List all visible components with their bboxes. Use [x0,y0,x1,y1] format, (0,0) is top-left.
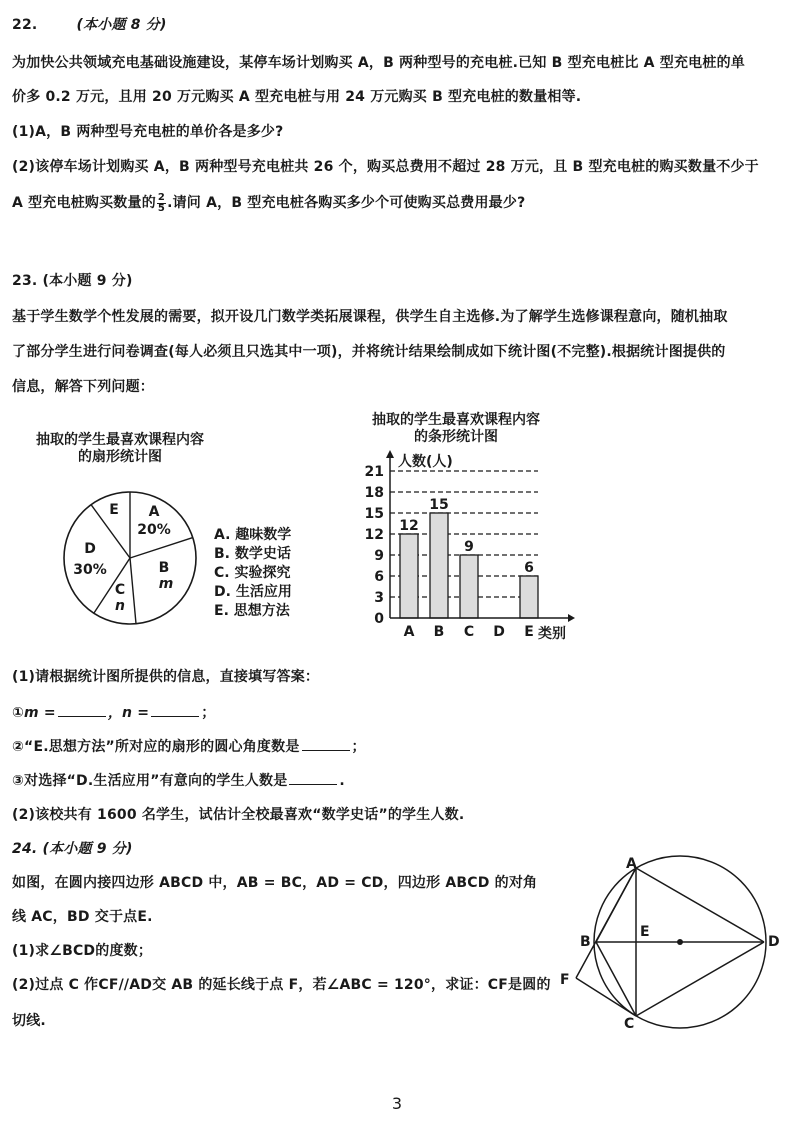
y-tick-label-9: 9 [374,548,384,564]
pie-label-c: C [114,582,126,598]
q22-part1: (1)A，B 两种型号充电桩的单价各是多少? [12,124,284,140]
x-tick-label-B: B [433,624,445,640]
segment-cd [636,942,764,1016]
q22-part2-text-b: .请问 A，B 型充电桩各购买多少个可使购买总费用最少? [167,195,526,211]
bar-A [400,534,418,618]
q23-heading: 23. (本小题 9 分) [12,273,133,289]
point-label-f: F [560,972,570,988]
point-label-b: B [580,934,591,950]
bar-E [520,576,538,618]
bar-C [460,555,478,618]
q24-part2-line1: (2)过点 C 作CF//AD交 AB 的延长线于点 F，若∠ABC = 120°，求证：CF是圆的 [12,977,551,993]
x-axis-label: 类别 [538,626,566,642]
q23-b-end: ； [351,739,366,755]
q23-c-end: . [339,773,345,789]
legend-item-b: B. 数学史话 [214,546,291,562]
answer-blank-n[interactable] [151,716,199,717]
pie-legend [214,526,292,621]
q23-b-text: ②“E.思想方法”所对应的扇形的圆心角度数是 [12,739,300,755]
q23-part1-b [12,736,366,756]
answer-blank-count[interactable] [289,784,337,785]
answer-blank-angle[interactable] [302,750,350,751]
y-tick-label-0: 0 [374,611,384,627]
pie-value-c: n [115,598,125,614]
point-label-e: E [640,924,650,940]
pie-value-a: 20% [137,522,171,538]
q23-part1-c [12,770,345,790]
bar-B [430,513,448,618]
y-axis-arrow [386,450,394,458]
point-label-c: C [624,1016,635,1032]
q24-stem-line2: 线 AC，BD 交于点E. [12,909,153,925]
bar-value-label-E: 6 [524,560,534,576]
pie-label-e: E [109,502,119,518]
bar-chart-title [340,412,572,446]
q22-part2-text-a: A 型充电桩购买数量的 [12,195,156,211]
q23-part1-a [12,702,215,722]
pie-label-d: D [84,541,96,557]
pie-title-line2: 的扇形统计图 [78,449,162,465]
y-axis-label: 人数(人) [398,454,453,470]
geometry-figure [552,850,792,1040]
q23-stem-line1: 基于学生数学个性发展的需要，拟开设几门数学类拓展课程，供学生自主选修.为了解学生选修课程意向，随机抽取 [12,309,728,325]
pie-label-b: B [158,560,170,576]
q23-c-text: ③对选择“D.生活应用”有意向的学生人数是 [12,773,288,789]
q24-stem-line1: 如图，在圆内接四边形 ABCD 中，AB = BC，AD = CD，四边形 ABCD 的对角 [12,875,538,891]
point-label-d: D [768,934,780,950]
q22-number: 22. [12,17,38,33]
x-tick-label-D: D [493,624,505,640]
point-label-a: A [626,856,637,872]
fraction-denominator: 5 [157,202,166,214]
bar-title-line2: 的条形统计图 [414,429,498,445]
segment-da [636,868,764,942]
bar-chart [350,448,590,643]
pie-value-b: m [158,576,174,592]
pie-value-d: 30% [73,562,107,578]
q24-part1: (1)求∠BCD的度数； [12,943,153,959]
pie-title-line1: 抽取的学生最喜欢课程内容 [36,432,204,448]
answer-blank-m[interactable] [58,716,106,717]
page-number: 3 [391,1094,403,1113]
legend-item-e: E. 思想方法 [214,603,290,619]
q24-heading: 24. (本小题 9 分) [12,841,133,857]
q22-heading [12,14,167,34]
q24-part2-line2: 切线. [12,1013,46,1029]
q23-a-n: ，n = [107,705,150,721]
legend-item-a: A. 趣味数学 [214,527,292,543]
q23-part1-intro: (1)请根据统计图所提供的信息，直接填写答案： [12,669,320,685]
y-tick-label-6: 6 [374,569,384,585]
q23-a-end: ； [201,705,216,721]
q23-stem-line2: 了部分学生进行问卷调查(每人必须且只选其中一项)，并将统计结果绘制成如下统计图(不完整).根据统计图提供的 [12,344,726,360]
fraction-numerator: 2 [157,191,166,203]
q22-points: (本小题 8 分) [76,17,167,33]
pie-chart [60,488,200,628]
pie-label-a: A [148,504,160,520]
legend-item-c: C. 实验探究 [214,565,291,581]
legend-item-d: D. 生活应用 [214,584,292,600]
segment-cf [576,978,636,1016]
fraction-two-fifths [157,193,166,214]
q22-stem-line1: 为加快公共领域充电基础设施建设，某停车场计划购买 A，B 两种型号的充电桩.已知 B 型充电桩比 A 型充电桩的单 [12,55,745,71]
q23-a-m: ①m = [12,705,56,721]
x-tick-label-C: C [463,624,475,640]
x-axis-arrow [568,614,575,622]
x-tick-label-A: A [403,624,415,640]
bar-value-label-B: 15 [429,497,449,513]
q22-part2-line1: (2)该停车场计划购买 A，B 两种型号充电桩共 26 个，购买总费用不超过 28 万元，且 B 型充电桩的购买数量不少于 [12,159,759,175]
y-tick-label-18: 18 [364,485,384,501]
q22-part2-line2 [12,192,525,214]
pie-chart-title [10,432,230,466]
circle-center-dot [677,939,683,945]
y-tick-label-12: 12 [364,527,384,543]
bar-value-label-C: 9 [464,539,474,555]
bar-value-label-A: 12 [399,518,419,534]
x-tick-label-E: E [524,624,534,640]
bar-title-line1: 抽取的学生最喜欢课程内容 [372,412,540,428]
y-tick-label-15: 15 [364,506,384,522]
y-tick-label-21: 21 [364,464,384,480]
y-tick-label-3: 3 [374,590,384,606]
q22-stem-line2: 价多 0.2 万元，且用 20 万元购买 A 型充电桩与用 24 万元购买 B 型充电桩的数量相等. [12,89,582,105]
q23-stem-line3: 信息，解答下列问题： [12,379,154,395]
q23-part2: (2)该校共有 1600 名学生，试估计全校最喜欢“数学史话”的学生人数. [12,807,465,823]
